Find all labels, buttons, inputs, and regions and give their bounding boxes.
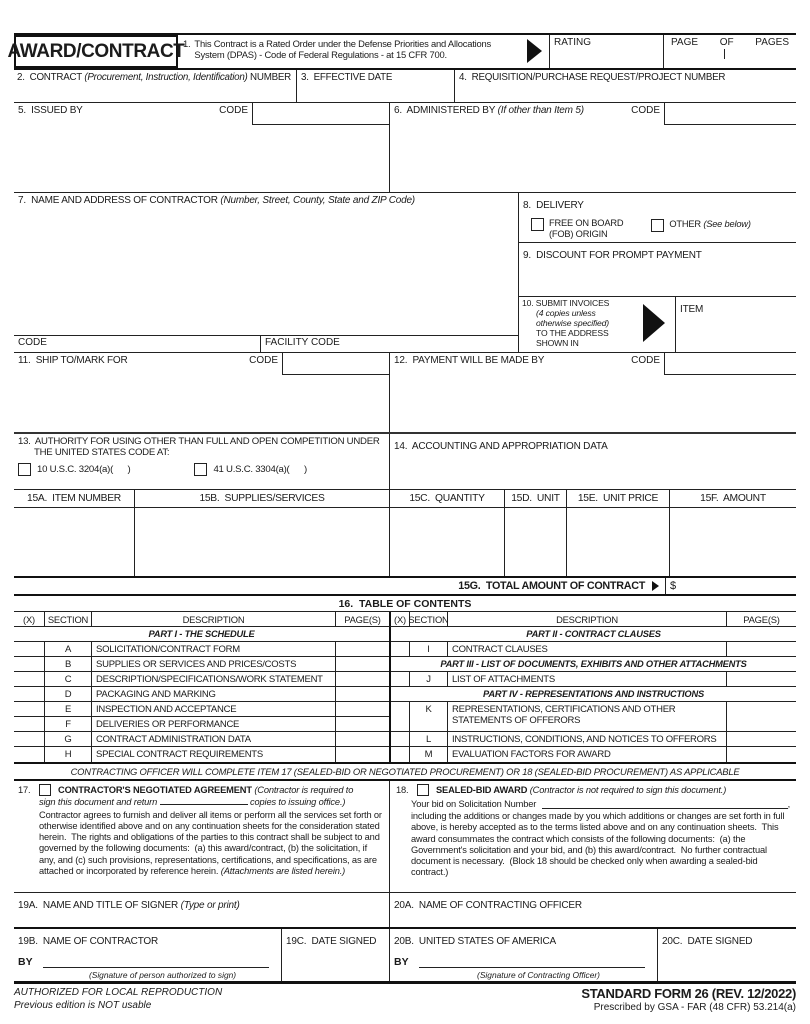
item1-number: 1. bbox=[183, 38, 191, 49]
toc-row-g: G CONTRACT ADMINISTRATION DATA bbox=[14, 732, 389, 747]
item1-rated-order bbox=[178, 35, 549, 68]
agreement-award-row bbox=[14, 779, 796, 892]
toc-pages-cell[interactable] bbox=[335, 657, 389, 671]
item10-submit-invoices-field bbox=[519, 297, 796, 352]
toc-pages-cell[interactable] bbox=[726, 732, 796, 746]
item15g-label: 15G. TOTAL AMOUNT OF CONTRACT bbox=[458, 580, 645, 592]
amount-cell[interactable] bbox=[670, 508, 796, 576]
solicitation-number-blank[interactable] bbox=[542, 799, 787, 809]
item18-checkbox[interactable] bbox=[417, 784, 429, 796]
item1-text: This Contract is a Rated Order under the Defense Priorities and Allocations System (DPAS) - Code of Federal Regulations - at 15 CFR 700. bbox=[194, 38, 492, 60]
signature-row bbox=[14, 927, 796, 984]
code-facility-row bbox=[14, 335, 518, 352]
item19a-signer-field[interactable] bbox=[14, 893, 390, 927]
form-title-box bbox=[7, 35, 185, 68]
toc-pages-cell[interactable] bbox=[726, 747, 796, 762]
item11-code-label: CODE bbox=[249, 355, 278, 366]
officer-signature-note: (Signature of Contracting Officer) bbox=[477, 970, 600, 980]
item9-discount-field[interactable] bbox=[519, 243, 796, 298]
ship-payment-row bbox=[14, 352, 796, 432]
item14-label: 14. ACCOUNTING AND APPROPRIATION DATA bbox=[394, 441, 608, 452]
item10-label-box: 10. SUBMIT INVOICES (4 copies unless otherwise specified) TO THE ADDRESS SHOWN IN bbox=[519, 297, 676, 352]
toc-pages-cell[interactable] bbox=[335, 702, 389, 716]
toc-pages-cell[interactable] bbox=[335, 672, 389, 686]
toc-x-cell[interactable] bbox=[14, 747, 45, 762]
toc-x-cell[interactable] bbox=[14, 717, 45, 731]
item15e-header: 15E. UNIT PRICE bbox=[567, 490, 670, 507]
item19a-label: 19A. NAME AND TITLE OF SIGNER (Type or print) bbox=[18, 900, 240, 911]
item19c-date-signed-field[interactable] bbox=[282, 929, 390, 981]
toc-pages-cell[interactable] bbox=[726, 672, 796, 686]
toc-row-l: L INSTRUCTIONS, CONDITIONS, AND NOTICES TO OFFERORS bbox=[391, 732, 796, 747]
fob-origin-checkbox[interactable] bbox=[531, 218, 544, 231]
item7-address-input-area[interactable] bbox=[14, 208, 518, 335]
toc-pages-cell[interactable] bbox=[335, 732, 389, 746]
page-label: PAGE bbox=[671, 37, 699, 48]
item4-label: 4. REQUISITION/PURCHASE REQUEST/PROJECT NUMBER bbox=[459, 72, 726, 83]
toc-row-j: J LIST OF ATTACHMENTS bbox=[391, 672, 796, 687]
of-label: OF bbox=[719, 37, 734, 48]
rating-label: RATING bbox=[554, 37, 592, 48]
item17-title-text: CONTRACTOR'S NEGOTIATED AGREEMENT (Contractor is required to bbox=[58, 785, 354, 795]
item20a-label: 20A. NAME OF CONTRACTING OFFICER bbox=[394, 900, 582, 911]
item19c-label: 19C. DATE SIGNED bbox=[286, 936, 377, 947]
item5-code-input[interactable] bbox=[252, 103, 389, 125]
toc-row-h: H SPECIAL CONTRACT REQUIREMENTS bbox=[14, 747, 389, 762]
toc-x-cell[interactable] bbox=[14, 657, 45, 671]
item6-code-input[interactable] bbox=[664, 103, 796, 125]
item17-negotiated-agreement bbox=[14, 781, 390, 892]
toc-row-f: F DELIVERIES OR PERFORMANCE bbox=[14, 717, 389, 732]
fob-origin-label: FREE ON BOARD (FOB) ORIGIN bbox=[549, 218, 624, 239]
toc-title-row bbox=[14, 594, 796, 611]
toc-section-header: SECTION bbox=[45, 612, 92, 626]
item10-item-field[interactable] bbox=[676, 297, 796, 352]
toc-x-header: (X) bbox=[14, 612, 45, 626]
toc-part3-header: PART III - LIST OF DOCUMENTS, EXHIBITS AND OTHER ATTACHMENTS bbox=[391, 657, 796, 672]
usc-3204-checkbox[interactable] bbox=[18, 463, 31, 476]
facility-code-label: FACILITY CODE bbox=[265, 337, 340, 348]
authority-accounting-row bbox=[14, 432, 796, 489]
form-title: AWARD/CONTRACT bbox=[7, 40, 185, 62]
item7-label: 7. NAME AND ADDRESS OF CONTRACTOR (Number, Street, County, State and ZIP Code) bbox=[18, 195, 415, 206]
item15-table-header bbox=[14, 489, 796, 507]
toc-description-header: DESCRIPTION bbox=[182, 613, 245, 625]
item8-label: 8. DELIVERY bbox=[523, 200, 584, 211]
item15g-total-row bbox=[14, 576, 796, 594]
unit-price-cell[interactable] bbox=[567, 508, 670, 576]
toc-x-header: (X) bbox=[391, 612, 410, 626]
toc-pages-cell[interactable] bbox=[726, 702, 796, 731]
item17-number: 17. bbox=[18, 785, 31, 795]
item12-code-label: CODE bbox=[631, 355, 660, 366]
item18-sealed-bid-award bbox=[390, 781, 796, 892]
toc-pages-cell[interactable] bbox=[726, 642, 796, 656]
contractor-delivery-row bbox=[14, 192, 796, 352]
item15-table-body bbox=[14, 507, 796, 576]
item5-label: 5. ISSUED BY bbox=[18, 105, 83, 116]
item12-payment-field[interactable] bbox=[390, 353, 796, 432]
item17-body: Contractor agrees to furnish and deliver all items or perform all the services set forth or otherwise identified above and on any continuation sheets for the consideration stated herein. The rights and obligations of the parties to this contract shall be subject to and governed by the following documents: (a) this award/contract, (b) the solicitation, if any, and (c) such provisions, representations, certifications, and specifications, as are attached or incorporated by reference herein. (Attachments are listed herein.) bbox=[39, 809, 385, 876]
toc-body bbox=[14, 627, 796, 762]
item20b-usa-signature bbox=[390, 929, 658, 981]
contract-number-row bbox=[14, 68, 796, 102]
item17-checkbox[interactable] bbox=[39, 784, 51, 796]
arrow-right-icon bbox=[527, 39, 542, 63]
toc-row-c: C DESCRIPTION/SPECIFICATIONS/WORK STATEMENT bbox=[14, 672, 389, 687]
facility-code-field[interactable] bbox=[261, 336, 518, 352]
toc-x-cell[interactable] bbox=[14, 702, 45, 716]
item4-requisition-number-field[interactable] bbox=[455, 70, 796, 102]
toc-pages-cell[interactable] bbox=[335, 747, 389, 762]
standard-form-number: STANDARD FORM 26 (REV. 12/2022) bbox=[581, 986, 796, 1001]
item15f-header: 15F. AMOUNT bbox=[700, 493, 766, 504]
item12-label: 12. PAYMENT WILL BE MADE BY bbox=[394, 355, 545, 366]
usc-3204-label: 10 U.S.C. 3204(a)( ) bbox=[37, 464, 131, 475]
item14-accounting-field[interactable] bbox=[390, 434, 796, 489]
contractor-signature-note: (Signature of person authorized to sign) bbox=[88, 970, 237, 980]
item18-title-text: SEALED-BID AWARD (Contractor is not required to sign this document.) bbox=[436, 785, 727, 795]
toc-part4-header: PART IV - REPRESENTATIONS AND INSTRUCTIONS bbox=[391, 687, 796, 702]
total-amount-input[interactable] bbox=[665, 578, 796, 594]
toc-pages-cell[interactable] bbox=[335, 642, 389, 656]
item19b-contractor-signature bbox=[14, 929, 282, 981]
item6-code-label: CODE bbox=[631, 105, 660, 116]
toc-pages-header: PAGE(S) bbox=[726, 612, 796, 626]
toc-row-e: E INSPECTION AND ACCEPTANCE bbox=[14, 702, 389, 717]
item15c-header: 15C. QUANTITY bbox=[390, 490, 505, 507]
item3-label: 3. EFFECTIVE DATE bbox=[301, 72, 393, 83]
item20a-contracting-officer-field[interactable] bbox=[390, 893, 796, 927]
item5-issued-by-field[interactable] bbox=[14, 103, 390, 192]
item9-label: 9. DISCOUNT FOR PROMPT PAYMENT bbox=[523, 249, 702, 261]
toc-title: 16. TABLE OF CONTENTS bbox=[338, 597, 472, 610]
supplies-services-cell[interactable] bbox=[135, 508, 390, 576]
toc-left-column bbox=[14, 627, 391, 762]
usc-3304-label: 41 U.S.C. 3304(a)( ) bbox=[213, 464, 307, 475]
signer-officer-row bbox=[14, 892, 796, 927]
item18-number: 18. bbox=[396, 785, 409, 795]
of-divider-tick bbox=[724, 49, 725, 59]
item7-contractor-field[interactable] bbox=[14, 193, 519, 352]
toc-section-header: SECTION bbox=[408, 613, 449, 625]
item12-code-input[interactable] bbox=[664, 353, 796, 375]
toc-x-cell[interactable] bbox=[391, 672, 410, 686]
toc-x-cell[interactable] bbox=[14, 642, 45, 656]
toc-row-b: B SUPPLIES OR SERVICES AND PRICES/COSTS bbox=[14, 657, 389, 672]
copies-count-blank[interactable] bbox=[160, 796, 248, 805]
item-number-cell[interactable] bbox=[14, 508, 135, 576]
toc-part2-header: PART II - CONTRACT CLAUSES bbox=[391, 627, 796, 642]
item2-label: 2. CONTRACT bbox=[17, 72, 82, 83]
item20c-date-signed-field[interactable] bbox=[658, 929, 796, 981]
item13-authority-field bbox=[14, 434, 390, 489]
delivery-other-checkbox[interactable] bbox=[651, 219, 664, 232]
toc-header-row bbox=[14, 611, 796, 627]
usc-3304-checkbox[interactable] bbox=[194, 463, 207, 476]
by-label: BY bbox=[394, 956, 409, 968]
issued-administered-row bbox=[14, 102, 796, 192]
by-label: BY bbox=[18, 956, 33, 968]
item8-delivery-field bbox=[519, 193, 796, 243]
toc-x-cell[interactable] bbox=[391, 747, 410, 762]
contracting-officer-note: CONTRACTING OFFICER WILL COMPLETE ITEM 17 (SEALED-BID OR NEGOTIATED PROCUREMENT) OR 18 (SEALED-BID PROCUREMENT) AS APPLICABLE bbox=[14, 762, 796, 779]
form-footer bbox=[14, 986, 796, 1013]
toc-pages-cell[interactable] bbox=[335, 687, 389, 701]
footer-right bbox=[581, 986, 796, 1013]
item11-ship-to-field[interactable] bbox=[14, 353, 390, 432]
delivery-other-label: OTHER (See below) bbox=[669, 219, 751, 229]
item3-effective-date-field[interactable] bbox=[297, 70, 455, 102]
header-row bbox=[7, 35, 796, 68]
contractor-code-field[interactable] bbox=[14, 336, 261, 352]
toc-x-cell[interactable] bbox=[391, 732, 410, 746]
local-reproduction-note: AUTHORIZED FOR LOCAL REPRODUCTION bbox=[14, 987, 223, 998]
item19b-label: 19B. NAME OF CONTRACTOR bbox=[18, 936, 159, 947]
toc-x-cell[interactable] bbox=[14, 687, 45, 701]
form-body bbox=[7, 33, 796, 984]
contractor-code-label: CODE bbox=[18, 337, 47, 348]
quantity-cell[interactable] bbox=[390, 508, 505, 576]
item13-label-line1: 13. AUTHORITY FOR USING OTHER THAN FULL AND OPEN COMPETITION UNDER bbox=[18, 436, 380, 447]
solicitation-number-line: Your bid on Solicitation Number , bbox=[411, 799, 790, 809]
item6-administered-by-field[interactable] bbox=[390, 103, 796, 192]
toc-row-a: A SOLICITATION/CONTRACT FORM bbox=[14, 642, 389, 657]
officer-signature-line[interactable] bbox=[419, 958, 645, 968]
arrow-right-icon bbox=[652, 581, 659, 591]
toc-x-cell[interactable] bbox=[14, 732, 45, 746]
arrow-right-icon bbox=[643, 304, 665, 342]
item13-label-line2: THE UNITED STATES CODE AT: bbox=[34, 447, 170, 458]
item20b-label: 20B. UNITED STATES OF AMERICA bbox=[394, 936, 556, 947]
delivery-column bbox=[519, 193, 796, 352]
item11-code-input[interactable] bbox=[282, 353, 389, 375]
toc-x-cell[interactable] bbox=[14, 672, 45, 686]
unit-cell[interactable] bbox=[505, 508, 567, 576]
toc-right-column bbox=[391, 627, 796, 762]
rating-field[interactable] bbox=[549, 35, 663, 68]
item15a-header: 15A. ITEM NUMBER bbox=[14, 490, 135, 507]
toc-row-i: I CONTRACT CLAUSES bbox=[391, 642, 796, 657]
item2-label-italic: (Procurement, Instruction, Identification) bbox=[84, 72, 248, 83]
pages-label: PAGES bbox=[755, 37, 789, 48]
toc-part1-header: PART I - THE SCHEDULE bbox=[14, 627, 389, 642]
item10-item-label: ITEM bbox=[680, 304, 704, 316]
toc-x-cell[interactable] bbox=[391, 642, 410, 656]
footer-left bbox=[14, 986, 222, 1013]
item20c-label: 20C. DATE SIGNED bbox=[662, 936, 753, 947]
item5-code-label: CODE bbox=[219, 105, 248, 116]
toc-pages-cell[interactable] bbox=[335, 717, 389, 731]
toc-row-m: M EVALUATION FACTORS FOR AWARD bbox=[391, 747, 796, 762]
item2-contract-number-field[interactable] bbox=[14, 70, 297, 102]
toc-description-header: DESCRIPTION bbox=[556, 613, 618, 625]
item18-body: including the additions or changes made by you which additions or changes are set forth in full above, is hereby accepted as to the terms listed above and on any continuation sheets. This award consummates the contract which consists of the following documents: (a) the Government's solicitation and your bid, and (b) this award/contract. No further contractual document is necessary. (Block 18 should be checked only when awarding a sealed-bid contract.) bbox=[411, 811, 787, 878]
item6-label: 6. ADMINISTERED BY (If other than Item 5) bbox=[394, 105, 584, 116]
item11-label: 11. SHIP TO/MARK FOR bbox=[18, 355, 128, 366]
contractor-signature-line[interactable] bbox=[43, 958, 269, 968]
item15b-header: 15B. SUPPLIES/SERVICES bbox=[135, 490, 390, 507]
prescribed-by-note: Prescribed by GSA - FAR (48 CFR) 53.214(a) bbox=[593, 1002, 796, 1013]
item2-label-suffix: NUMBER bbox=[250, 72, 292, 83]
toc-pages-header: PAGE(S) bbox=[335, 612, 389, 626]
dollar-sign: $ bbox=[670, 580, 677, 592]
item17-note-line2: sign this document and return copies to issuing office.) bbox=[39, 797, 346, 807]
page-of-pages-field[interactable] bbox=[663, 35, 796, 68]
item15d-header: 15D. UNIT bbox=[505, 490, 567, 507]
previous-edition-note: Previous edition is NOT usable bbox=[14, 1000, 152, 1011]
toc-x-cell[interactable] bbox=[391, 702, 410, 731]
toc-row-k: K REPRESENTATIONS, CERTIFICATIONS AND OTHER STATEMENTS OF OFFERORS bbox=[391, 702, 796, 732]
toc-row-d: D PACKAGING AND MARKING bbox=[14, 687, 389, 702]
